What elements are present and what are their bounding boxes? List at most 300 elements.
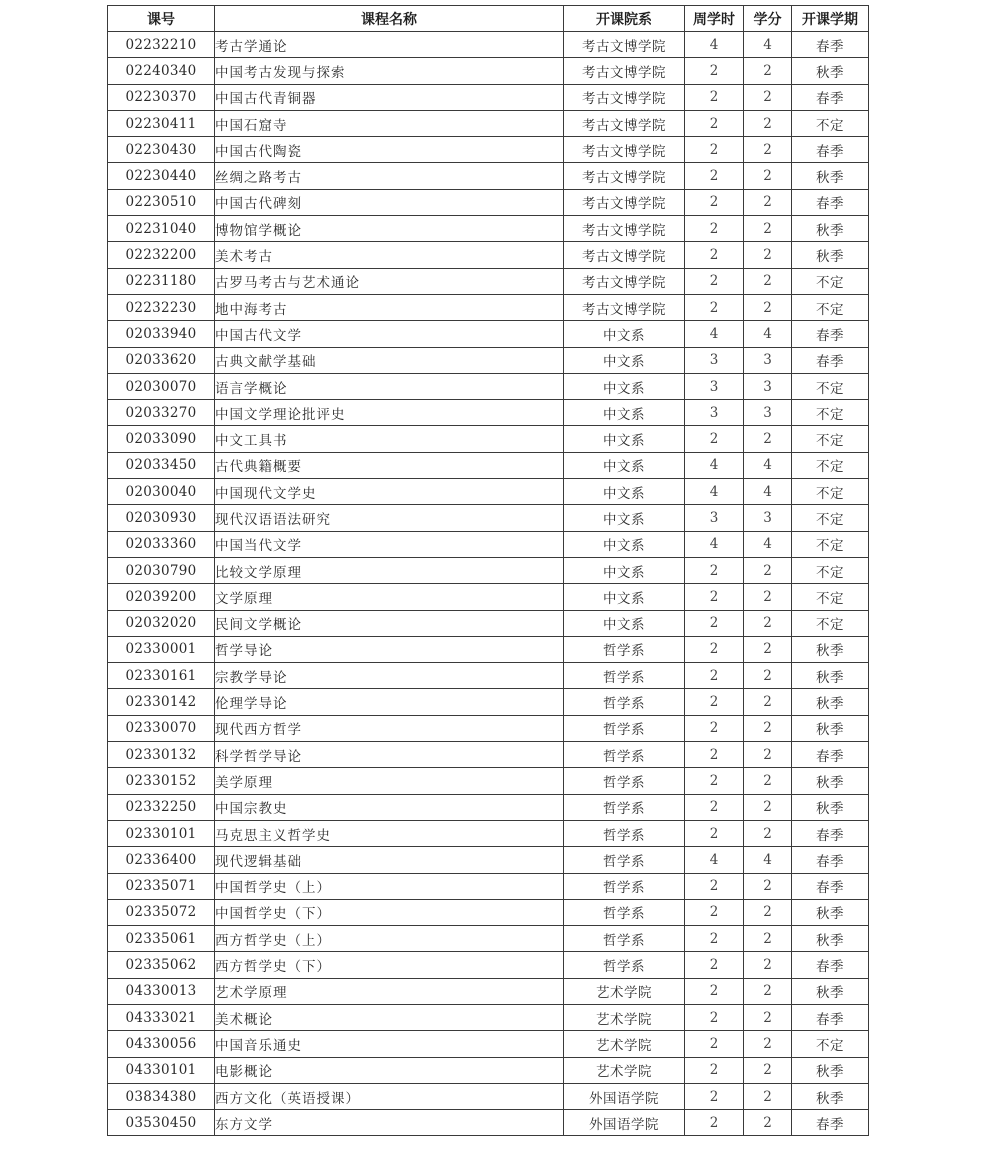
course-code-cell: 04330101 [108,1057,215,1083]
course-code-cell: 02033270 [108,400,215,426]
course-code-cell: 04330013 [108,978,215,1004]
department-cell: 中文系 [564,505,685,531]
semester-cell: 秋季 [792,689,869,715]
department-cell: 中文系 [564,479,685,505]
weekly-hours-cell: 2 [685,58,744,84]
department-cell: 考古文博学院 [564,163,685,189]
credits-cell: 2 [744,899,792,925]
course-name-cell: 古代典籍概要 [215,452,564,478]
semester-cell: 秋季 [792,794,869,820]
course-code-cell: 03530450 [108,1110,215,1136]
course-code-cell: 04333021 [108,1004,215,1030]
credits-cell: 3 [744,400,792,426]
semester-cell: 春季 [792,820,869,846]
course-code-cell: 02033090 [108,426,215,452]
table-row [108,58,869,84]
credits-cell: 4 [744,321,792,347]
course-name-cell: 哲学导论 [215,636,564,662]
header-department: 开课院系 [564,6,685,32]
table-row [108,557,869,583]
weekly-hours-cell: 2 [685,794,744,820]
semester-cell: 不定 [792,610,869,636]
table-row [108,926,869,952]
table-row [108,268,869,294]
course-name-cell: 中国哲学史（上） [215,873,564,899]
course-code-cell: 03834380 [108,1083,215,1109]
weekly-hours-cell: 2 [685,820,744,846]
header-credits: 学分 [744,6,792,32]
course-name-cell: 西方哲学史（下） [215,952,564,978]
department-cell: 中文系 [564,610,685,636]
weekly-hours-cell: 2 [685,899,744,925]
department-cell: 中文系 [564,584,685,610]
weekly-hours-cell: 4 [685,531,744,557]
weekly-hours-cell: 2 [685,1004,744,1030]
course-name-cell: 古罗马考古与艺术通论 [215,268,564,294]
course-name-cell: 美术概论 [215,1004,564,1030]
table-row [108,373,869,399]
course-code-cell: 02230370 [108,84,215,110]
table-header [108,6,869,32]
semester-cell: 不定 [792,400,869,426]
course-name-cell: 中国宗教史 [215,794,564,820]
course-code-cell: 02032020 [108,610,215,636]
course-name-cell: 中国考古发现与探索 [215,58,564,84]
weekly-hours-cell: 4 [685,321,744,347]
table-row [108,794,869,820]
course-code-cell: 02330161 [108,663,215,689]
course-name-cell: 中国当代文学 [215,531,564,557]
department-cell: 哲学系 [564,742,685,768]
header-row [108,6,869,32]
course-code-cell: 02330142 [108,689,215,715]
course-code-cell: 02330001 [108,636,215,662]
course-code-cell: 02335072 [108,899,215,925]
credits-cell: 2 [744,137,792,163]
course-code-cell: 02231180 [108,268,215,294]
course-name-cell: 丝绸之路考古 [215,163,564,189]
course-code-cell: 02232230 [108,294,215,320]
department-cell: 艺术学院 [564,978,685,1004]
course-code-cell: 02030040 [108,479,215,505]
credits-cell: 2 [744,715,792,741]
department-cell: 艺术学院 [564,1004,685,1030]
semester-cell: 春季 [792,321,869,347]
course-code-cell: 02330070 [108,715,215,741]
table-row [108,400,869,426]
department-cell: 中文系 [564,321,685,347]
department-cell: 考古文博学院 [564,137,685,163]
semester-cell: 春季 [792,189,869,215]
course-code-cell: 02330101 [108,820,215,846]
semester-cell: 秋季 [792,58,869,84]
weekly-hours-cell: 2 [685,663,744,689]
course-name-cell: 中文工具书 [215,426,564,452]
semester-cell: 不定 [792,505,869,531]
credits-cell: 3 [744,505,792,531]
course-name-cell: 现代逻辑基础 [215,847,564,873]
semester-cell: 不定 [792,531,869,557]
credits-cell: 2 [744,952,792,978]
credits-cell: 2 [744,978,792,1004]
department-cell: 艺术学院 [564,1057,685,1083]
weekly-hours-cell: 2 [685,584,744,610]
table-row [108,452,869,478]
credits-cell: 2 [744,1083,792,1109]
table-row [108,137,869,163]
course-name-cell: 中国古代碑刻 [215,189,564,215]
table-row [108,1004,869,1030]
course-code-cell: 02033940 [108,321,215,347]
weekly-hours-cell: 2 [685,978,744,1004]
table-row [108,899,869,925]
semester-cell: 不定 [792,557,869,583]
semester-cell: 不定 [792,110,869,136]
department-cell: 哲学系 [564,768,685,794]
semester-cell: 秋季 [792,216,869,242]
credits-cell: 2 [744,242,792,268]
table-row [108,715,869,741]
credits-cell: 2 [744,820,792,846]
department-cell: 考古文博学院 [564,242,685,268]
department-cell: 中文系 [564,452,685,478]
table-row [108,242,869,268]
course-name-cell: 现代汉语语法研究 [215,505,564,531]
course-code-cell: 02336400 [108,847,215,873]
course-name-cell: 中国文学理论批评史 [215,400,564,426]
course-code-cell: 02230510 [108,189,215,215]
table-row [108,820,869,846]
credits-cell: 2 [744,189,792,215]
semester-cell: 秋季 [792,163,869,189]
department-cell: 外国语学院 [564,1110,685,1136]
department-cell: 考古文博学院 [564,216,685,242]
semester-cell: 不定 [792,584,869,610]
table-row [108,216,869,242]
weekly-hours-cell: 3 [685,400,744,426]
table-row [108,531,869,557]
course-name-cell: 现代西方哲学 [215,715,564,741]
credits-cell: 2 [744,163,792,189]
department-cell: 考古文博学院 [564,32,685,58]
weekly-hours-cell: 4 [685,32,744,58]
course-code-cell: 02039200 [108,584,215,610]
credits-cell: 2 [744,294,792,320]
weekly-hours-cell: 2 [685,294,744,320]
table-body [108,32,869,1136]
semester-cell: 春季 [792,847,869,873]
table-row [108,584,869,610]
weekly-hours-cell: 2 [685,1057,744,1083]
table-row [108,110,869,136]
department-cell: 中文系 [564,557,685,583]
course-code-cell: 02230440 [108,163,215,189]
course-code-cell: 02240340 [108,58,215,84]
credits-cell: 4 [744,847,792,873]
weekly-hours-cell: 2 [685,610,744,636]
course-code-cell: 02030930 [108,505,215,531]
semester-cell: 春季 [792,952,869,978]
course-name-cell: 伦理学导论 [215,689,564,715]
credits-cell: 2 [744,584,792,610]
course-name-cell: 语言学概论 [215,373,564,399]
course-name-cell: 美术考古 [215,242,564,268]
weekly-hours-cell: 2 [685,1083,744,1109]
semester-cell: 秋季 [792,978,869,1004]
credits-cell: 2 [744,610,792,636]
header-course-name: 课程名称 [215,6,564,32]
semester-cell: 不定 [792,294,869,320]
course-name-cell: 中国哲学史（下） [215,899,564,925]
weekly-hours-cell: 3 [685,373,744,399]
credits-cell: 2 [744,768,792,794]
course-name-cell: 美学原理 [215,768,564,794]
credits-cell: 2 [744,58,792,84]
credits-cell: 2 [744,426,792,452]
department-cell: 哲学系 [564,873,685,899]
semester-cell: 不定 [792,479,869,505]
semester-cell: 秋季 [792,242,869,268]
course-code-cell: 02330132 [108,742,215,768]
semester-cell: 秋季 [792,663,869,689]
department-cell: 哲学系 [564,820,685,846]
credits-cell: 2 [744,636,792,662]
course-code-cell: 02332250 [108,794,215,820]
weekly-hours-cell: 2 [685,873,744,899]
credits-cell: 4 [744,32,792,58]
course-name-cell: 西方文化（英语授课） [215,1083,564,1109]
course-code-cell: 02033360 [108,531,215,557]
credits-cell: 2 [744,663,792,689]
course-code-cell: 02231040 [108,216,215,242]
credits-cell: 4 [744,531,792,557]
credits-cell: 2 [744,1031,792,1057]
course-name-cell: 东方文学 [215,1110,564,1136]
department-cell: 中文系 [564,373,685,399]
semester-cell: 春季 [792,873,869,899]
department-cell: 考古文博学院 [564,84,685,110]
department-cell: 中文系 [564,400,685,426]
table-row [108,952,869,978]
table-row [108,84,869,110]
semester-cell: 不定 [792,268,869,294]
header-course-code: 课号 [108,6,215,32]
table-row [108,636,869,662]
department-cell: 考古文博学院 [564,58,685,84]
table-row [108,847,869,873]
course-table [107,5,869,1136]
course-name-cell: 宗教学导论 [215,663,564,689]
table-row [108,189,869,215]
table-row [108,663,869,689]
semester-cell: 不定 [792,1031,869,1057]
department-cell: 哲学系 [564,636,685,662]
course-name-cell: 地中海考古 [215,294,564,320]
semester-cell: 不定 [792,452,869,478]
weekly-hours-cell: 2 [685,926,744,952]
semester-cell: 春季 [792,347,869,373]
course-code-cell: 02033620 [108,347,215,373]
course-name-cell: 中国古代陶瓷 [215,137,564,163]
credits-cell: 2 [744,268,792,294]
credits-cell: 2 [744,557,792,583]
semester-cell: 春季 [792,1004,869,1030]
header-weekly-hours: 周学时 [685,6,744,32]
semester-cell: 秋季 [792,715,869,741]
weekly-hours-cell: 2 [685,216,744,242]
weekly-hours-cell: 2 [685,1031,744,1057]
credits-cell: 2 [744,1057,792,1083]
credits-cell: 2 [744,873,792,899]
department-cell: 中文系 [564,347,685,373]
semester-cell: 秋季 [792,1083,869,1109]
table-row [108,426,869,452]
semester-cell: 春季 [792,742,869,768]
department-cell: 考古文博学院 [564,268,685,294]
weekly-hours-cell: 2 [685,636,744,662]
course-name-cell: 比较文学原理 [215,557,564,583]
semester-cell: 春季 [792,1110,869,1136]
table-row [108,321,869,347]
department-cell: 中文系 [564,531,685,557]
credits-cell: 4 [744,479,792,505]
course-code-cell: 02330152 [108,768,215,794]
table-row [108,294,869,320]
course-name-cell: 博物馆学概论 [215,216,564,242]
semester-cell: 秋季 [792,768,869,794]
department-cell: 考古文博学院 [564,110,685,136]
semester-cell: 秋季 [792,926,869,952]
weekly-hours-cell: 2 [685,715,744,741]
course-name-cell: 民间文学概论 [215,610,564,636]
table-row [108,610,869,636]
table-row [108,163,869,189]
table-row [108,1057,869,1083]
table-row [108,347,869,373]
course-code-cell: 02230411 [108,110,215,136]
semester-cell: 秋季 [792,1057,869,1083]
semester-cell: 不定 [792,426,869,452]
course-name-cell: 古典文献学基础 [215,347,564,373]
credits-cell: 3 [744,373,792,399]
weekly-hours-cell: 2 [685,242,744,268]
course-code-cell: 02030790 [108,557,215,583]
course-name-cell: 中国古代文学 [215,321,564,347]
department-cell: 哲学系 [564,663,685,689]
course-code-cell: 02230430 [108,137,215,163]
credits-cell: 2 [744,1110,792,1136]
table-row [108,32,869,58]
course-name-cell: 中国古代青铜器 [215,84,564,110]
table-row [108,479,869,505]
table-row [108,873,869,899]
credits-cell: 2 [744,1004,792,1030]
department-cell: 中文系 [564,426,685,452]
weekly-hours-cell: 2 [685,110,744,136]
department-cell: 外国语学院 [564,1083,685,1109]
credits-cell: 2 [744,84,792,110]
department-cell: 艺术学院 [564,1031,685,1057]
department-cell: 哲学系 [564,926,685,952]
weekly-hours-cell: 2 [685,742,744,768]
table-row [108,689,869,715]
course-name-cell: 科学哲学导论 [215,742,564,768]
course-code-cell: 02335071 [108,873,215,899]
weekly-hours-cell: 2 [685,189,744,215]
semester-cell: 春季 [792,84,869,110]
department-cell: 哲学系 [564,847,685,873]
table-row [108,1031,869,1057]
credits-cell: 3 [744,347,792,373]
weekly-hours-cell: 4 [685,847,744,873]
weekly-hours-cell: 2 [685,557,744,583]
semester-cell: 秋季 [792,636,869,662]
course-code-cell: 02033450 [108,452,215,478]
course-name-cell: 马克思主义哲学史 [215,820,564,846]
header-semester: 开课学期 [792,6,869,32]
weekly-hours-cell: 2 [685,163,744,189]
department-cell: 哲学系 [564,952,685,978]
course-code-cell: 02335061 [108,926,215,952]
credits-cell: 2 [744,110,792,136]
course-code-cell: 04330056 [108,1031,215,1057]
credits-cell: 2 [744,794,792,820]
credits-cell: 2 [744,216,792,242]
credits-cell: 2 [744,742,792,768]
table-row [108,768,869,794]
course-code-cell: 02030070 [108,373,215,399]
credits-cell: 2 [744,926,792,952]
semester-cell: 春季 [792,137,869,163]
department-cell: 哲学系 [564,715,685,741]
weekly-hours-cell: 2 [685,137,744,163]
weekly-hours-cell: 3 [685,505,744,531]
semester-cell: 不定 [792,373,869,399]
credits-cell: 2 [744,689,792,715]
weekly-hours-cell: 2 [685,84,744,110]
weekly-hours-cell: 2 [685,768,744,794]
department-cell: 哲学系 [564,689,685,715]
course-code-cell: 02335062 [108,952,215,978]
department-cell: 考古文博学院 [564,189,685,215]
table-row [108,1110,869,1136]
course-code-cell: 02232210 [108,32,215,58]
weekly-hours-cell: 4 [685,452,744,478]
semester-cell: 秋季 [792,899,869,925]
course-name-cell: 电影概论 [215,1057,564,1083]
course-name-cell: 考古学通论 [215,32,564,58]
department-cell: 哲学系 [564,899,685,925]
department-cell: 考古文博学院 [564,294,685,320]
weekly-hours-cell: 2 [685,689,744,715]
credits-cell: 4 [744,452,792,478]
semester-cell: 春季 [792,32,869,58]
weekly-hours-cell: 2 [685,268,744,294]
table-row [108,1083,869,1109]
department-cell: 哲学系 [564,794,685,820]
table-row [108,742,869,768]
weekly-hours-cell: 2 [685,1110,744,1136]
table-row [108,978,869,1004]
course-name-cell: 中国石窟寺 [215,110,564,136]
course-name-cell: 中国音乐通史 [215,1031,564,1057]
table-row [108,505,869,531]
weekly-hours-cell: 4 [685,479,744,505]
course-name-cell: 西方哲学史（上） [215,926,564,952]
course-name-cell: 艺术学原理 [215,978,564,1004]
course-name-cell: 中国现代文学史 [215,479,564,505]
weekly-hours-cell: 2 [685,426,744,452]
